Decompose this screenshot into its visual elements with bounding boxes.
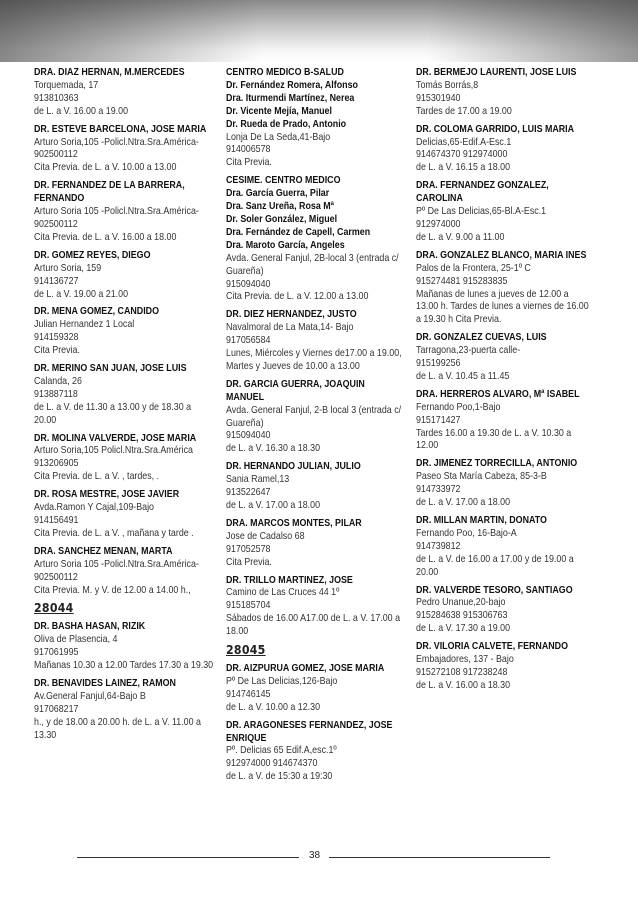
staff-name: Dra. García Guerra, Pilar	[226, 188, 330, 200]
doctor-name: DR. DIEZ HERNANDEZ, JUSTO	[226, 309, 357, 321]
entry-detail-line: 914136727	[34, 275, 79, 287]
entry-detail-line: de L. a V. de 16.00 a 17.00 y de 19.00 a 20.00	[416, 553, 574, 578]
entry-detail-line: 917056584	[226, 335, 271, 347]
entry-detail-line: Cita Previa. M. y V. de 12.00 a 14.00 h.,	[34, 584, 191, 596]
entry-detail-line: 915284638 915306763	[416, 610, 508, 622]
entry-detail-line: 915094040	[226, 430, 271, 442]
doctor-name: DR. MILLAN MARTIN, DONATO	[416, 515, 547, 526]
entry-detail-line: de L. a V. 17.30 a 19.00	[416, 623, 511, 635]
entry-detail-line: Pedro Unanue,20-bajo	[416, 597, 506, 609]
entry-detail-line: de L. a V. 16.00 a 18.30	[416, 679, 511, 691]
entry-detail-line: Calanda, 26	[34, 375, 82, 387]
staff-name: Dra. Fernández de Capell, Carmen	[226, 226, 371, 238]
directory-entry	[226, 720, 404, 785]
entry-detail-line: Navalmoral de La Mata,14- Bajo	[226, 322, 354, 334]
staff-name: Dr. Soler González, Miguel	[226, 213, 338, 225]
entry-detail-line: Torquemada, 17	[34, 79, 99, 91]
directory-entry	[226, 518, 404, 570]
entry-detail-line: Cita Previa. de L. a V. 16.00 a 18.00	[34, 231, 177, 243]
entry-detail-line: Avda.Ramon Y Cajal,109-Bajo	[34, 502, 154, 514]
doctor-name: DR. VILORIA CALVETE, FERNANDO	[416, 641, 568, 653]
directory-entry	[416, 515, 590, 580]
entry-detail-line: de L. a V. 10.45 a 11.45	[416, 370, 510, 382]
entry-detail-line: de L. a V. 10.00 a 12.30	[226, 701, 321, 713]
doctor-name: DR. JIMENEZ TORRECILLA, ANTONIO	[416, 458, 578, 470]
directory-entry	[226, 379, 404, 456]
entry-detail-line: Arturo Soria,105 -Policl.Ntra.Sra.América-	[34, 136, 199, 148]
entry-detail-line: Cita Previa. de L. a V. 12.00 a 13.00	[226, 291, 369, 303]
entry-detail-line: de L. a V. de 15:30 a 19:30	[226, 771, 333, 783]
directory-entry	[34, 67, 215, 119]
doctor-name: DRA. SANCHEZ MENAN, MARTA	[34, 545, 173, 557]
entry-detail-line: Cita Previa.	[226, 157, 272, 169]
directory-entry	[34, 363, 215, 428]
staff-name: Dr. Fernández Romera, Alfonso	[226, 79, 358, 91]
entry-detail-line: Tarragona,23-puerta calle-	[416, 345, 521, 357]
directory-entry	[34, 489, 215, 541]
doctor-name: DR. TRILLO MARTINEZ, JOSE	[226, 574, 353, 586]
entry-detail-line: Lunes, Miércoles y Viernes de17.00 a 19.00, Martes y Jueves de 10.00 a 13.00	[226, 348, 402, 372]
entry-detail-line: Pº De Las Delicias,126-Bajo	[226, 675, 338, 687]
directory-entry	[226, 67, 404, 170]
entry-detail-line: de L. a V. 19.00 a 21.00	[34, 288, 129, 300]
entry-detail-line: Fernando Poo, 16-Bajo-A	[416, 527, 517, 539]
directory-entry	[34, 180, 215, 245]
directory-entry	[226, 663, 404, 715]
directory-entry	[416, 458, 590, 510]
doctor-name: DRA. FERNANDEZ GONZALEZ, CAROLINA	[416, 180, 549, 205]
entry-detail-line: Arturo Soria, 159	[34, 262, 102, 274]
entry-detail-line: de L. a V. 17.00 a 18.00	[226, 500, 321, 511]
entry-detail-line: 914159328	[34, 332, 79, 344]
directory-entry	[416, 124, 590, 176]
entry-detail-line: Pº De Las Delicias,65-Bl.A-Esc.1	[416, 206, 547, 218]
entry-detail-line: 914739812	[416, 540, 461, 552]
entry-detail-line: Tardes 16.00 a 19.30 de L. a V. 10.30 a 12.00	[416, 427, 572, 452]
entry-detail-line: Delicias,65-Edif.A-Esc.1	[416, 136, 512, 148]
directory-entry	[416, 585, 590, 637]
entry-detail-line: Av.General Fanjul,64-Bajo B	[34, 690, 146, 702]
directory-entry	[34, 621, 215, 673]
doctor-name: DR. GARCIA GUERRA, JOAQUIN MANUEL	[226, 378, 365, 403]
entry-detail-line: de L. a V. 16.30 a 18.30	[226, 443, 321, 455]
entry-detail-line: Mañanas 10.30 a 12.00 Tardes 17.30 a 19.30	[34, 660, 214, 672]
entry-detail-line: 914006578	[226, 144, 271, 156]
directory-entry	[34, 433, 215, 485]
entry-detail-line: Arturo Soria 105 -Policl.Ntra.Sra.América-	[34, 206, 199, 218]
entry-detail-line: 915171427	[416, 414, 461, 426]
entry-detail-line: Cita Previa. de L. a V. 10.00 a 13.00	[34, 162, 177, 174]
entry-detail-line: Avda. General Fanjul, 2-B local 3 (entrada c/ Guareña)	[226, 404, 402, 429]
directory-entry	[34, 124, 215, 176]
entry-detail-line: 915274481 915283835	[416, 275, 508, 287]
doctor-name: DRA. DIAZ HERNAN, M.MERCEDES	[34, 67, 185, 78]
entry-detail-line: de L. a V. 9.00 a 11.00	[416, 231, 505, 243]
directory-entry	[416, 250, 590, 327]
doctor-name: DR. MOLINA VALVERDE, JOSE MARIA	[34, 432, 197, 444]
entry-detail-line: 917052578	[226, 543, 271, 555]
entry-detail-line: Paseo Sta María Cabeza, 85-3-B	[416, 471, 547, 483]
entry-detail-line: 912974000 914674370	[226, 758, 318, 770]
doctor-name: DRA. GONZALEZ BLANCO, MARIA INES	[416, 249, 587, 261]
entry-detail-line: Camino de Las Cruces 44 1º	[226, 587, 340, 599]
directory-column-1	[34, 67, 215, 748]
entry-detail-line: Embajadores, 137 - Bajo	[416, 654, 514, 666]
entry-detail-line: Cita Previa. de L. a V. , tardes, .	[34, 471, 160, 483]
staff-name: Dr. Vicente Mejía, Manuel	[226, 105, 332, 117]
entry-detail-line: 902500112	[34, 218, 78, 230]
entry-detail-line: Arturo Soria 105 -Policl.Ntra.Sra.América-	[34, 558, 199, 570]
directory-entry	[226, 309, 404, 374]
entry-detail-line: de L. a V. 16.00 a 19.00	[34, 105, 129, 117]
entry-detail-line: de L. a V. 16.15 a 18.00	[416, 162, 511, 174]
directory-entry	[416, 332, 590, 384]
directory-entry	[416, 641, 590, 693]
entry-detail-line: Fernando Poo,1-Bajo	[416, 401, 501, 413]
doctor-name: DR. GOMEZ REYES, DIEGO	[34, 249, 151, 261]
entry-detail-line: Tardes de 17.00 a 19.00	[416, 105, 512, 117]
doctor-name: DR. FERNANDEZ DE LA BARRERA, FERNANDO	[34, 180, 185, 205]
entry-detail-line: 917061995	[34, 647, 79, 659]
directory-entry	[226, 175, 404, 304]
doctor-name: DR. VALVERDE TESORO, SANTIAGO	[416, 584, 573, 596]
entry-detail-line: Mañanas de lunes a jueves de 12.00 a 13.00 h. Tardes de lunes a viernes de 16.00 a 19.30 h Cita Previa.	[416, 288, 589, 326]
directory-entry	[416, 389, 590, 454]
doctor-name: DR. COLOMA GARRIDO, LUIS MARIA	[416, 123, 575, 135]
postal-code-heading: 28045	[226, 642, 266, 658]
page-number: 38	[308, 850, 321, 861]
entry-detail-line: 914733972	[416, 484, 461, 496]
postal-code-heading: 28044	[34, 600, 74, 616]
doctor-name: DR. HERNANDO JULIAN, JULIO	[226, 461, 361, 473]
entry-detail-line: 912974000	[416, 218, 461, 230]
entry-detail-line: Palos de la Frontera, 25-1º C	[416, 262, 531, 274]
entry-detail-line: Lonja De La Seda,41-Bajo	[226, 131, 331, 143]
entry-detail-line: 915272108 917238248	[416, 666, 508, 678]
header-banner	[0, 0, 638, 62]
staff-name: Dr. Rueda de Prado, Antonio	[226, 118, 347, 130]
staff-name: Dra. Sanz Ureña, Rosa Mª	[226, 201, 334, 213]
footer-rule-left	[77, 857, 299, 858]
doctor-name: DR. GONZALEZ CUEVAS, LUIS	[416, 332, 547, 344]
directory-entry	[34, 678, 215, 743]
entry-detail-line: Arturo Soria,105 Policl.Ntra.Sra.América	[34, 445, 193, 457]
staff-name: Dra. Iturmendi Martínez, Nerea	[226, 92, 355, 104]
doctor-name: CENTRO MEDICO B-SALUD	[226, 67, 344, 78]
directory-column-2	[226, 67, 404, 789]
doctor-name: CESIME. CENTRO MEDICO	[226, 175, 341, 187]
entry-detail-line: 914746145	[226, 688, 271, 700]
entry-detail-line: Sania Ramel,13	[226, 474, 290, 486]
doctor-name: DR. MENA GOMEZ, CANDIDO	[34, 306, 160, 318]
entry-detail-line: 913206905	[34, 458, 79, 470]
doctor-name: DR. ESTEVE BARCELONA, JOSE MARIA	[34, 123, 207, 135]
entry-detail-line: 915301940	[416, 92, 461, 104]
entry-detail-line: de L. a V. de 11.30 a 13.00 y de 18.30 a 20.00	[34, 401, 192, 426]
directory-entry	[34, 546, 215, 598]
entry-detail-line: Jose de Cadalso 68	[226, 530, 305, 542]
entry-detail-line: 915185704	[226, 600, 271, 612]
entry-detail-line: 915199256	[416, 358, 461, 370]
doctor-name: DR. ROSA MESTRE, JOSE JAVIER	[34, 489, 180, 501]
footer-rule-right	[329, 857, 550, 858]
doctor-name: DR. MERINO SAN JUAN, JOSE LUIS	[34, 363, 187, 375]
entry-detail-line: Cita Previa.	[34, 345, 80, 357]
doctor-name: DR. BERMEJO LAURENTI, JOSE LUIS	[416, 67, 577, 78]
entry-detail-line: Pº. Delicias 65 Edif.A,esc.1º	[226, 745, 337, 757]
entry-detail-line: 914156491	[34, 515, 79, 526]
entry-detail-line: de L. a V. 17.00 a 18.00	[416, 497, 511, 509]
doctor-name: DR. BENAVIDES LAINEZ, RAMON	[34, 677, 176, 689]
directory-entry	[34, 250, 215, 302]
entry-detail-line: 915094040	[226, 278, 271, 290]
directory-entry	[226, 575, 404, 640]
directory-entry	[416, 67, 590, 119]
entry-detail-line: Cita Previa. de L. a V. , mañana y tarde .	[34, 527, 194, 539]
doctor-name: DRA. HERREROS ALVARO, Mª ISABEL	[416, 388, 580, 400]
directory-entry	[34, 306, 215, 358]
entry-detail-line: Sábados de 16.00 A17.00 de L. a V. 17.00 a 18.00	[226, 613, 401, 638]
doctor-name: DRA. MARCOS MONTES, PILAR	[226, 517, 362, 529]
entry-detail-line: 913522647	[226, 487, 271, 499]
entry-detail-line: Avda. General Fanjul, 2B-local 3 (entrada c/ Guareña)	[226, 252, 399, 277]
entry-detail-line: 913887118	[34, 388, 78, 400]
entry-detail-line: Julian Hernandez 1 Local	[34, 319, 135, 331]
directory-column-3	[416, 67, 590, 698]
doctor-name: DR. ARAGONESES FERNANDEZ, JOSE ENRIQUE	[226, 719, 393, 744]
directory-entry	[226, 461, 404, 513]
staff-name: Dra. Maroto García, Angeles	[226, 239, 345, 251]
entry-detail-line: 917068217	[34, 703, 79, 715]
entry-detail-line: 913810363	[34, 92, 79, 104]
entry-detail-line: Tomás Borrás,8	[416, 79, 479, 91]
entry-detail-line: 902500112	[34, 571, 78, 583]
entry-detail-line: 902500112	[34, 149, 78, 161]
entry-detail-line: 914674370 912974000	[416, 149, 508, 161]
directory-entry	[416, 180, 590, 245]
entry-detail-line: Oliva de Plasencia, 4	[34, 634, 118, 646]
entry-detail-line: h., y de 18.00 a 20.00 h. de L. a V. 11.00 a 13.30	[34, 716, 201, 741]
doctor-name: DR. BASHA HASAN, RIZIK	[34, 621, 146, 633]
entry-detail-line: Cita Previa.	[226, 556, 272, 568]
doctor-name: DR. AIZPURUA GOMEZ, JOSE MARIA	[226, 662, 385, 674]
